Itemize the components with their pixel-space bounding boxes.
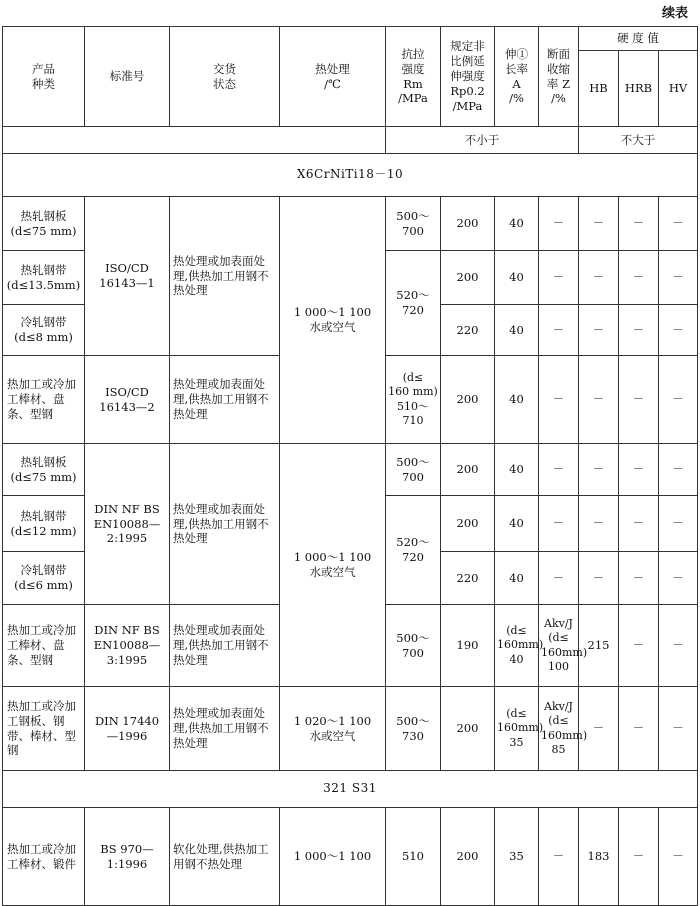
table-row-5-reduction: － bbox=[539, 444, 579, 496]
header-product: 产品 种类 bbox=[3, 27, 85, 127]
table-row-1-reduction: － bbox=[539, 197, 579, 251]
header-elongation: 伸① 长率 A /% bbox=[495, 27, 539, 127]
table-row-6-elong: 40 bbox=[495, 496, 539, 552]
group1-heat: 1 000～1 100 水或空气 bbox=[280, 197, 386, 444]
table-row-2-reduction: － bbox=[539, 251, 579, 305]
table-row-2-hrb: － bbox=[619, 251, 659, 305]
group2-heat: 1 000～1 100 水或空气 bbox=[280, 444, 386, 687]
table-row-9-tensile: 500～ 730 bbox=[386, 687, 441, 771]
table-row-6-hrb: － bbox=[619, 496, 659, 552]
table-row-2-yield: 200 bbox=[441, 251, 495, 305]
table-row-4-tensile: (d≤ 160 mm) 510～ 710 bbox=[386, 356, 441, 444]
table-row-10-elong: 35 bbox=[495, 808, 539, 906]
table-row-10-yield: 200 bbox=[441, 808, 495, 906]
table-row-1-tensile: 500～ 700 bbox=[386, 197, 441, 251]
table-row-10-reduction: － bbox=[539, 808, 579, 906]
table-row-6-hv: － bbox=[659, 496, 698, 552]
table-row-4-product: 热加工或冷加工棒材、盘条、型钢 bbox=[3, 356, 85, 444]
table-row-4-reduction: － bbox=[539, 356, 579, 444]
table-row-9-reduction: Akv/J (d≤ 160mm) 85 bbox=[539, 687, 579, 771]
table-row-10-hrb: － bbox=[619, 808, 659, 906]
table-row-7-hb: － bbox=[579, 552, 619, 605]
table-row-7-elong: 40 bbox=[495, 552, 539, 605]
table-row-10-product: 热加工或冷加工棒材、锻件 bbox=[3, 808, 85, 906]
table-row-10-hv: － bbox=[659, 808, 698, 906]
table-row-10-heat: 1 000～1 100 bbox=[280, 808, 386, 906]
header-standard: 标准号 bbox=[85, 27, 170, 127]
table-row-4-standard: ISO/CD 16143—2 bbox=[85, 356, 170, 444]
table-row-5-hb: － bbox=[579, 444, 619, 496]
table-row-1-yield: 200 bbox=[441, 197, 495, 251]
group1-delivery: 热处理或加表面处理,供热加工用钢不热处理 bbox=[170, 197, 280, 356]
rows-6-7-tensile: 520～ 720 bbox=[386, 496, 441, 605]
table-row-9-hv: － bbox=[659, 687, 698, 771]
table-row-9-product: 热加工或冷加工钢板、钢带、棒材、型钢 bbox=[3, 687, 85, 771]
table-row-3-product: 冷轧钢带 (d≤8 mm) bbox=[3, 305, 85, 356]
table-row-2-product: 热轧钢带 (d≤13.5mm) bbox=[3, 251, 85, 305]
table-row-5-tensile: 500～ 700 bbox=[386, 444, 441, 496]
table-row-4-hv: － bbox=[659, 356, 698, 444]
header-hb: HB bbox=[579, 51, 619, 127]
header-yield: 规定非 比例延 伸强度 Rp0.2 /MPa bbox=[441, 27, 495, 127]
header-delivery: 交货 状态 bbox=[170, 27, 280, 127]
table-row-9-standard: DIN 17440 —1996 bbox=[85, 687, 170, 771]
table-row-8-hb: 215 bbox=[579, 605, 619, 687]
header-blank bbox=[3, 127, 386, 154]
table-row-1-hrb: － bbox=[619, 197, 659, 251]
group2-standard: DIN NF BS EN10088— 2:1995 bbox=[85, 444, 170, 605]
table-row-8-reduction: Akv/J (d≤ 160mm) 100 bbox=[539, 605, 579, 687]
header-reduction: 断面 收缩 率 Z /% bbox=[539, 27, 579, 127]
header-hrb: HRB bbox=[619, 51, 659, 127]
table-row-7-hrb: － bbox=[619, 552, 659, 605]
table-row-6-hb: － bbox=[579, 496, 619, 552]
table-row-1-hv: － bbox=[659, 197, 698, 251]
table-row-1-hb: － bbox=[579, 197, 619, 251]
table-row-8-standard: DIN NF BS EN10088— 3:1995 bbox=[85, 605, 170, 687]
table-row-2-hv: － bbox=[659, 251, 698, 305]
table-row-10-tensile: 510 bbox=[386, 808, 441, 906]
table-row-9-delivery: 热处理或加表面处理,供热加工用钢不热处理 bbox=[170, 687, 280, 771]
header-max-note: 不大于 bbox=[579, 127, 698, 154]
rows-2-3-tensile: 520～ 720 bbox=[386, 251, 441, 356]
table-row-8-hv: － bbox=[659, 605, 698, 687]
header-hv: HV bbox=[659, 51, 698, 127]
table-row-8-hrb: － bbox=[619, 605, 659, 687]
table-row-5-product: 热轧钢板 (d≤75 mm) bbox=[3, 444, 85, 496]
section-title-1: X6CrNiTi18－10 bbox=[3, 154, 698, 197]
table-row-7-hv: － bbox=[659, 552, 698, 605]
table-row-6-reduction: － bbox=[539, 496, 579, 552]
table-row-8-product: 热加工或冷加工棒材、盘条、型钢 bbox=[3, 605, 85, 687]
table-row-7-reduction: － bbox=[539, 552, 579, 605]
group1-standard: ISO/CD 16143—1 bbox=[85, 197, 170, 356]
table-row-5-elong: 40 bbox=[495, 444, 539, 496]
table-row-10-standard: BS 970— 1:1996 bbox=[85, 808, 170, 906]
table-row-3-reduction: － bbox=[539, 305, 579, 356]
table-row-9-yield: 200 bbox=[441, 687, 495, 771]
section-title-2: 321 S31 bbox=[3, 771, 698, 808]
table-row-4-hb: － bbox=[579, 356, 619, 444]
table-row-4-elong: 40 bbox=[495, 356, 539, 444]
table-row-9-elong: (d≤ 160mm) 35 bbox=[495, 687, 539, 771]
table-row-9-heat: 1 020～1 100 水或空气 bbox=[280, 687, 386, 771]
header-hardness: 硬 度 值 bbox=[579, 27, 698, 51]
table-row-10-hb: 183 bbox=[579, 808, 619, 906]
table-row-5-hv: － bbox=[659, 444, 698, 496]
table-row-4-yield: 200 bbox=[441, 356, 495, 444]
table-row-7-yield: 220 bbox=[441, 552, 495, 605]
table-row-8-tensile: 500～ 700 bbox=[386, 605, 441, 687]
table-row-3-yield: 220 bbox=[441, 305, 495, 356]
table-row-1-elong: 40 bbox=[495, 197, 539, 251]
table-row-3-hrb: － bbox=[619, 305, 659, 356]
table-row-5-yield: 200 bbox=[441, 444, 495, 496]
group2-delivery: 热处理或加表面处理,供热加工用钢不热处理 bbox=[170, 444, 280, 605]
table-row-7-product: 冷轧钢带 (d≤6 mm) bbox=[3, 552, 85, 605]
table-row-4-hrb: － bbox=[619, 356, 659, 444]
table-row-8-delivery: 热处理或加表面处理,供热加工用钢不热处理 bbox=[170, 605, 280, 687]
header-min-note: 不小于 bbox=[386, 127, 579, 154]
table-row-2-hb: － bbox=[579, 251, 619, 305]
table-row-8-yield: 190 bbox=[441, 605, 495, 687]
table-row-10-delivery: 软化处理,供热加工用钢不热处理 bbox=[170, 808, 280, 906]
steel-properties-table bbox=[2, 26, 698, 906]
table-row-6-product: 热轧钢带 (d≤12 mm) bbox=[3, 496, 85, 552]
table-row-8-elong: (d≤ 160mm) 40 bbox=[495, 605, 539, 687]
table-row-9-hb: － bbox=[579, 687, 619, 771]
table-row-3-elong: 40 bbox=[495, 305, 539, 356]
table-row-6-yield: 200 bbox=[441, 496, 495, 552]
table-row-4-delivery: 热处理或加表面处理,供热加工用钢不热处理 bbox=[170, 356, 280, 444]
table-row-3-hb: － bbox=[579, 305, 619, 356]
table-row-1-product: 热轧钢板 (d≤75 mm) bbox=[3, 197, 85, 251]
continuation-label: 续表 bbox=[661, 6, 688, 21]
header-tensile: 抗拉 强度 Rm /MPa bbox=[386, 27, 441, 127]
table-row-3-hv: － bbox=[659, 305, 698, 356]
header-heat-treatment: 热处理 /℃ bbox=[280, 27, 386, 127]
table-row-5-hrb: － bbox=[619, 444, 659, 496]
table-row-2-elong: 40 bbox=[495, 251, 539, 305]
table-row-9-hrb: － bbox=[619, 687, 659, 771]
